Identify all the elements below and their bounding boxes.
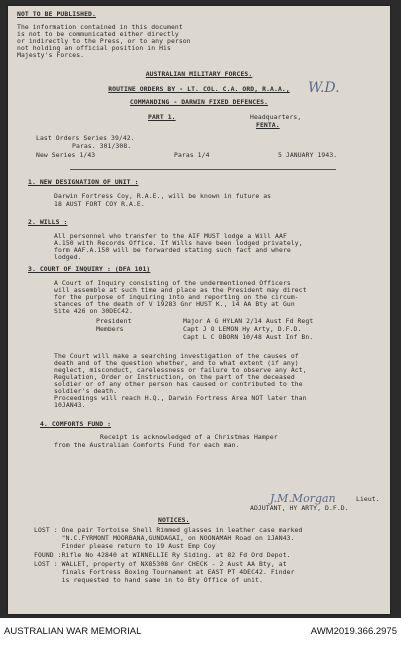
section-heading: 2. WILLS : [28, 218, 68, 226]
section-text: death and of the question whether, and to what extent (if any) [54, 359, 299, 367]
section-heading: 3. COURT OF INQUIRY : (DFA 101) [28, 265, 151, 273]
member-name: Major A G HYLAN 2/14 Aust Fd Regt [183, 317, 314, 325]
notice-line: is not to be communicated either directly [17, 30, 179, 38]
section-text: 18 AUST FORT COY R.A.E. [54, 200, 145, 208]
section-text: Darwin Fortress Coy, R.A.E., will be known in future as [54, 192, 272, 200]
section-text: lodged. [54, 253, 82, 261]
section-text: 10JAN43. [54, 401, 86, 409]
section-text: stances of the death of V 19283 Gnr HUST K., 14 AA Bty at Gun [54, 300, 295, 308]
section-text: All personnel who transfer to the AIF MUST lodge a Will AAF [54, 232, 287, 240]
notice-item: Finder please return to 19 Aust Emp Coy [34, 542, 216, 550]
section-text: Regulation, Order or Instruction, on the part of the deceased [54, 373, 295, 381]
signature-rank: Lieut. [356, 495, 380, 503]
section-text: soldier or of any other person has caused or contributed to the [54, 380, 303, 388]
notice-line: not holding an official position in His [17, 44, 171, 52]
archive-footer [0, 618, 401, 653]
section-text: soldier's death. [54, 387, 118, 395]
command-title: COMMANDING - DARWIN FIXED DEFENCES. [129, 98, 269, 106]
member-role: Members [96, 325, 124, 333]
notice-item: "N.C.FYRMONT MOORBANA,GUNDAGAI, on NOONAMAH Road on 1JAN43. [34, 534, 295, 542]
restriction-header: NOT TO BE PUBLISHED. [17, 10, 96, 18]
order-date: 5 JANUARY 1943. [278, 151, 338, 159]
archive-name: AUSTRALIAN WAR MEMORIAL [4, 626, 142, 637]
orders-title: ROUTINE ORDERS BY - LT. COL. C.A. ORD, R.A.A., [108, 85, 290, 93]
member-role: President [96, 317, 132, 325]
notice-line: or indirectly to the Press, or to any person [17, 37, 191, 45]
notice-item: finals Fortress Boxing Tournament at EAST PT 4DEC42. Finder [34, 568, 295, 576]
section-text: form AAF.A.150 will be forwarded stating such fact and where [54, 246, 291, 254]
handwritten-initials: W.D. [308, 80, 340, 96]
section-text: Site 426 on 30DEC42. [54, 307, 133, 315]
org-title: AUSTRALIAN MILITARY FORCES. [145, 70, 253, 78]
notice-item: LOST : One pair Tortoise Shell Rimmed glasses in leather case marked [34, 526, 303, 534]
section-text: Receipt is acknowledged of a Christmas Hamper [100, 433, 278, 441]
part-label: PART 1. [148, 113, 176, 121]
section-text: A Court of Inquiry consisting of the undermentioned Officers [54, 279, 291, 287]
notice-item: is requested to hand same in to Bty Office of unit. [34, 576, 263, 584]
section-text: neglect, misconduct, carelessness or failure to observe any Act, [54, 366, 307, 374]
hq-line: Headquarters, [250, 113, 302, 121]
archive-id: AWM2019.366.2975 [310, 626, 397, 637]
section-text: Proceedings will reach H.Q., Darwin Fortress Area NOT later than [54, 394, 307, 402]
section-text: A.150 with Records Office. If Wills have been lodged privately, [54, 239, 303, 247]
paras: Paras 1/4 [174, 151, 210, 159]
notice-item: FOUND :Rifle No 42840 at WINNELLIE Ry Siding. at 82 Fd Ord Depot. [34, 551, 291, 559]
notice-item: LOST : WALLET, property of NX85308 Gnr CHECK - 2 Aust AA Bty, at [34, 560, 287, 568]
notices-heading: NOTICES. [158, 516, 190, 524]
section-heading: 1. NEW DESIGNATION OF UNIT : [28, 178, 139, 186]
section-text: The Court will make a searching investigation of the causes of [54, 352, 299, 360]
signature-title: ADJUTANT, HY ARTY, D.F.D. [250, 504, 349, 512]
hq-location: FENTA. [256, 121, 280, 129]
member-name: Capt L C OBORN 10/48 Aust Inf Bn. [183, 333, 314, 341]
new-series: New Series 1/43 [36, 151, 96, 159]
section-text: for the purpose of inquiring into and reporting on the circum- [54, 293, 299, 301]
notice-line: The information contained in this document [17, 23, 183, 31]
notice-line: Majesty's Forces. [17, 51, 85, 59]
member-name: Capt J O LEMON Hy Arty, D.F.D. [183, 325, 302, 333]
document-page [8, 6, 390, 614]
signature: J.M.Morgan [270, 492, 336, 505]
divider [70, 169, 336, 170]
section-text: from the Australian Comforts Fund for each man. [54, 441, 240, 449]
section-text: will assemble at such time and place as the President may direct [54, 286, 307, 294]
section-heading: 4. COMFORTS FUND : [40, 420, 112, 428]
previous-paras: Paras. 301/308. [72, 142, 132, 150]
last-orders: Last Orders Series 39/42. [36, 134, 135, 142]
